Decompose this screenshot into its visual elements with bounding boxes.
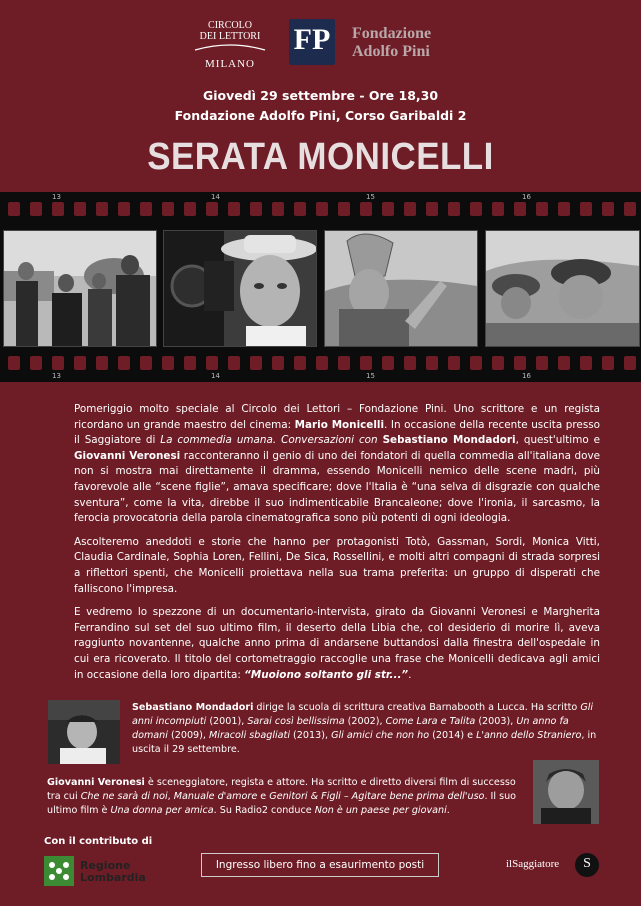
intro-text (74, 402, 600, 691)
text-run: Come Lara e Talita (385, 716, 476, 727)
sprocket-hole (492, 202, 504, 216)
fp-mark-letters: FP (293, 23, 331, 56)
sprocket-hole (470, 202, 482, 216)
sprocket-hole (602, 356, 614, 370)
sprocket-hole (316, 356, 328, 370)
sprocket-hole (272, 356, 284, 370)
sprocket-hole (382, 356, 394, 370)
text-run: Sebastiano Mondadori (382, 434, 516, 447)
fondazione-line1: Fondazione (352, 25, 432, 42)
text-run: (2001), (206, 716, 248, 727)
sprocket-hole (448, 202, 460, 216)
frame-number: 15 (366, 372, 375, 380)
sprocket-hole (426, 202, 438, 216)
fondazione-line2: Adolfo Pini (352, 43, 430, 60)
saggiatore-mark-icon: S (575, 853, 599, 877)
sprocket-hole (30, 356, 42, 370)
text-run: dirige la scuola di scrittura creativa Barnabooth a Lucca. Ha scritto (253, 702, 581, 713)
text-run: Giovanni Veronesi (47, 777, 145, 788)
text-run: E vedremo lo spezzone di un documentario-intervista, girato da Giovanni Veronesi e Margherita Ferrandino sul set del suo ultimo film, il deserto della Libia che, col desiderio di morire lì, aveva raggiunto novantenne, qualche anno prima di andarsene buttandosi dalla finestra dell'ospedale in cui era ricoverato. Il titolo del cortometraggio raccoglie una frase che Monicelli dedicava agli amici in occasione della loro dipartita: (74, 606, 600, 681)
intro-paragraph-3 (74, 605, 600, 683)
text-run: , quest'ultimo e (515, 434, 600, 447)
veronesi-portrait (533, 760, 599, 824)
frame-number: 14 (211, 193, 220, 201)
text-run: . (446, 805, 450, 816)
sprocket-hole (8, 202, 20, 216)
sprocket-hole (118, 202, 130, 216)
sprocket-hole (140, 202, 152, 216)
sprocket-hole (536, 356, 548, 370)
free-entry-box: Ingresso libero fino a esaurimento posti (201, 853, 439, 877)
frame-number: 16 (522, 193, 531, 201)
veronesi-bio (47, 776, 525, 818)
sprocket-hole (184, 356, 196, 370)
sprocket-hole (228, 356, 240, 370)
text-run: e (257, 791, 270, 802)
sprocket-hole (470, 356, 482, 370)
sprocket-hole (316, 202, 328, 216)
sprocket-hole (206, 356, 218, 370)
sprocket-hole (426, 356, 438, 370)
mondadori-bio (132, 701, 602, 757)
text-run: , in uscita il 29 settembre. (132, 730, 597, 755)
mondadori-portrait (48, 700, 120, 764)
sprocket-hole (536, 202, 548, 216)
sprocket-hole (448, 356, 460, 370)
film-holes-top (0, 202, 641, 218)
sprocket-hole (228, 202, 240, 216)
group-photo (3, 230, 157, 347)
text-run: L'anno dello Straniero (476, 730, 582, 741)
text-run: Sebastiano Mondadori (132, 702, 254, 713)
text-run: Mario Monicelli (294, 418, 385, 431)
text-run: (2009), (167, 730, 209, 741)
circolo-city: MILANO (205, 58, 255, 70)
text-run: Pomeriggio molto speciale al Circolo dei Lettori – Fondazione Pini. Uno scrittore e un regista ricordano un grande maestro del cinema: (74, 403, 600, 431)
sprocket-hole (206, 202, 218, 216)
regione-rose-icon (44, 856, 74, 886)
text-run: Manuale d'amore (173, 791, 258, 802)
saggiatore-logo-text: ilSaggiatore (506, 858, 560, 870)
text-run: (2003), (475, 716, 517, 727)
sprocket-hole (96, 202, 108, 216)
sprocket-hole (558, 202, 570, 216)
sprocket-hole (294, 202, 306, 216)
text-run: . Il suo ultimo film è (47, 791, 517, 816)
sprocket-hole (272, 202, 284, 216)
event-title: SERATA MONICELLI (147, 136, 494, 178)
regione-line2: Lombardia (80, 871, 146, 884)
sprocket-hole (184, 202, 196, 216)
sprocket-hole (52, 356, 64, 370)
sprocket-hole (118, 356, 130, 370)
sprocket-hole (338, 356, 350, 370)
text-run: Miracoli sbagliati (209, 730, 290, 741)
text-run: . (408, 668, 412, 681)
frame-number: 13 (52, 372, 61, 380)
sprocket-hole (624, 202, 636, 216)
sprocket-hole (624, 356, 636, 370)
sprocket-hole (250, 356, 262, 370)
sprocket-hole (52, 202, 64, 216)
sprocket-hole (514, 202, 526, 216)
text-run: Sarai così bellissima (247, 716, 345, 727)
sprocket-hole (74, 356, 86, 370)
frame-number: 13 (52, 193, 61, 201)
soldiers-photo (485, 230, 640, 347)
sprocket-hole (382, 202, 394, 216)
sprocket-hole (360, 202, 372, 216)
frame-number: 15 (366, 193, 375, 201)
text-run: è sceneggiatore, regista e attore. Ha scritto e diretto diversi film di successo tra cui (47, 777, 516, 802)
sprocket-hole (162, 356, 174, 370)
text-run: . In occasione della recente uscita presso il Saggiatore di (74, 418, 601, 447)
regione-lombardia-logo (44, 856, 154, 888)
text-run: Che ne sarà di noi (80, 791, 168, 802)
event-place: Fondazione Adolfo Pini, Corso Garibaldi 2 (174, 108, 467, 123)
film-holes-bottom (0, 356, 641, 372)
header-logos (0, 14, 641, 74)
intro-paragraph-2: Ascolteremo aneddoti e storie che hanno per protagonisti Totò, Gassman, Sordi, Monica Vitti, Claudia Cardinale, Sophia Loren, Fellini, De Sica, Rossellini, e molti altri compagni di strada sorpresi a riflettori spenti, che Monicelli proiettava nella sua trama preferita: un gruppo di disperati che falliscono l'impresa. (74, 535, 600, 595)
sprocket-hole (338, 202, 350, 216)
film-strip (0, 192, 641, 382)
text-run: (2014) e (429, 730, 477, 741)
sprocket-hole (30, 202, 42, 216)
sprocket-hole (162, 202, 174, 216)
sprocket-hole (74, 202, 86, 216)
text-run: . Su Radio2 conduce (213, 805, 315, 816)
event-date: Giovedì 29 settembre - Ore 18,30 (202, 88, 439, 103)
sprocket-hole (602, 202, 614, 216)
text-run: Un anno fa domani (132, 716, 569, 741)
text-run: Gli amici che non ho (331, 730, 430, 741)
sprocket-hole (250, 202, 262, 216)
text-run: racconteranno il genio di uno dei fondatori di quella commedia all'italiana dove non si mostra mai direttamente il dramma, essendo Monicelli nemico delle scene madri, più favorevole alle “scene figlie”, amava specificare; dove l'Italia è “una selva di disgrazie con qualche sventura”, come la vita, direbbe il suo indimenticabile Brancaleone; dove l'ironia, il sarcasmo, la ferocia provocatoria della parola cinematografica sono più potenti di ogni ideologia. (74, 449, 600, 525)
regione-name (80, 860, 146, 884)
circolo-line2: DEI LETTORI (199, 31, 261, 42)
text-run: (2002), (344, 716, 386, 727)
sprocket-hole (514, 356, 526, 370)
frame-number: 16 (522, 372, 531, 380)
sprocket-hole (294, 356, 306, 370)
text-run: , (167, 791, 174, 802)
intro-paragraph-1 (74, 402, 600, 527)
regione-line1: Regione (80, 859, 131, 872)
fondazione-logo-text (352, 25, 431, 61)
sprocket-hole (580, 356, 592, 370)
arc-icon (193, 43, 267, 51)
text-run: Non è un paese per giovani (314, 805, 447, 816)
sprocket-hole (580, 202, 592, 216)
event-info (0, 86, 641, 126)
sprocket-hole (8, 356, 20, 370)
text-run: Una donna per amica (110, 805, 214, 816)
sprocket-hole (140, 356, 152, 370)
cameraman-photo (163, 230, 317, 347)
text-run: La commedia umana. Conversazioni con (160, 434, 383, 447)
circolo-line1: CIRCOLO (208, 20, 252, 31)
sprocket-hole (360, 356, 372, 370)
text-run: Giovanni Veronesi (74, 449, 181, 462)
contribution-label: Con il contributo di (44, 836, 153, 847)
sprocket-hole (404, 202, 416, 216)
helmet-actor-photo (324, 230, 478, 347)
sprocket-hole (492, 356, 504, 370)
text-run: Gli anni incompiuti (132, 702, 594, 727)
text-run: Genitori & Figli – Agitare bene prima dell'uso (269, 791, 485, 802)
circolo-lettori-logo (190, 20, 270, 70)
sprocket-hole (558, 356, 570, 370)
sprocket-hole (96, 356, 108, 370)
fp-logo-mark (289, 19, 335, 65)
text-run: “Muoiono soltanto gli str...” (244, 668, 409, 681)
text-run: (2013), (290, 730, 332, 741)
frame-number: 14 (211, 372, 220, 380)
sprocket-hole (404, 356, 416, 370)
